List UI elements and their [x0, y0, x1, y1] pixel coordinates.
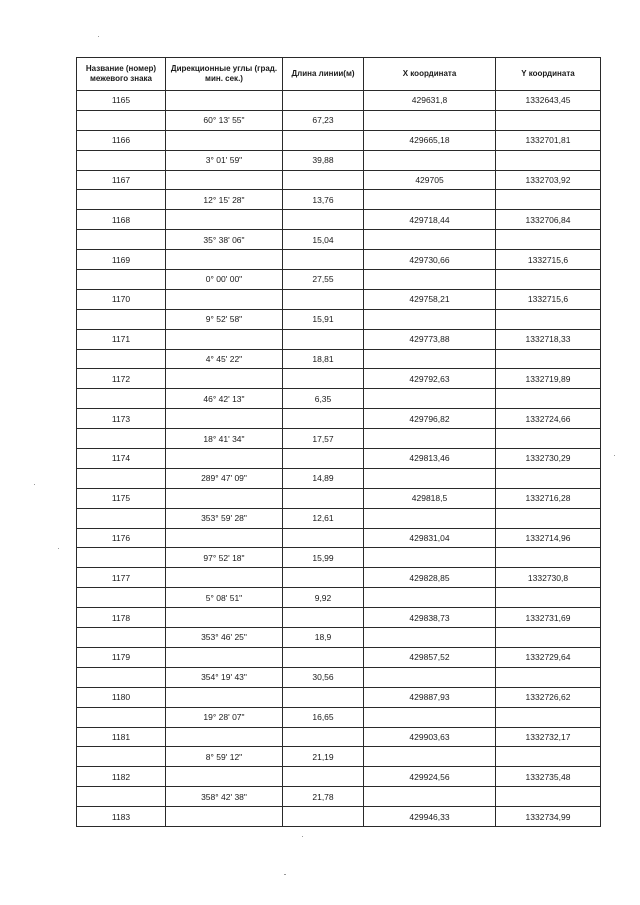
cell-angle: 9° 52' 58" [166, 309, 283, 329]
cell-angle [166, 369, 283, 389]
cell-x: 429665,18 [364, 130, 496, 150]
cell-angle: 353° 46' 25" [166, 628, 283, 648]
cell-length: 13,76 [283, 190, 364, 210]
cell-length: 39,88 [283, 150, 364, 170]
segment-row [77, 628, 601, 648]
cell-point-name [77, 110, 166, 130]
cell-angle [166, 91, 283, 111]
cell-y: 1332716,28 [496, 488, 601, 508]
cell-point-name [77, 548, 166, 568]
segment-row [77, 150, 601, 170]
segment-row [77, 110, 601, 130]
cell-y: 1332731,69 [496, 608, 601, 628]
cell-point-name: 1171 [77, 329, 166, 349]
cell-y [496, 468, 601, 488]
cell-x: 429792,63 [364, 369, 496, 389]
cell-y: 1332732,17 [496, 727, 601, 747]
cell-point-name: 1183 [77, 807, 166, 827]
cell-y: 1332714,96 [496, 528, 601, 548]
cell-length [283, 210, 364, 230]
cell-point-name [77, 787, 166, 807]
cell-length [283, 488, 364, 508]
cell-y [496, 309, 601, 329]
cell-y: 1332715,6 [496, 289, 601, 309]
cell-point-name: 1175 [77, 488, 166, 508]
segment-row [77, 349, 601, 369]
point-row [77, 289, 601, 309]
point-row [77, 608, 601, 628]
point-row [77, 91, 601, 111]
cell-y: 1332724,66 [496, 409, 601, 429]
cell-point-name: 1179 [77, 647, 166, 667]
cell-y [496, 230, 601, 250]
cell-x [364, 270, 496, 290]
cell-length: 30,56 [283, 667, 364, 687]
segment-row [77, 667, 601, 687]
cell-angle [166, 528, 283, 548]
cell-angle [166, 409, 283, 429]
cell-angle [166, 250, 283, 270]
cell-x: 429924,56 [364, 767, 496, 787]
cell-length: 12,61 [283, 508, 364, 528]
point-row [77, 250, 601, 270]
cell-y [496, 349, 601, 369]
cell-y: 1332730,29 [496, 449, 601, 469]
header-x: X координата [364, 58, 496, 91]
cell-point-name [77, 309, 166, 329]
cell-angle [166, 289, 283, 309]
cell-x [364, 628, 496, 648]
cell-x: 429758,21 [364, 289, 496, 309]
point-row [77, 170, 601, 190]
cell-x [364, 548, 496, 568]
cell-y: 1332643,45 [496, 91, 601, 111]
cell-point-name [77, 190, 166, 210]
point-row [77, 807, 601, 827]
cell-point-name [77, 230, 166, 250]
cell-x [364, 468, 496, 488]
cell-x: 429857,52 [364, 647, 496, 667]
cell-angle [166, 130, 283, 150]
cell-y: 1332706,84 [496, 210, 601, 230]
cell-x: 429887,93 [364, 687, 496, 707]
point-row [77, 210, 601, 230]
cell-angle [166, 767, 283, 787]
cell-angle: 358° 42' 38" [166, 787, 283, 807]
cell-angle: 354° 19' 43" [166, 667, 283, 687]
cell-length: 6,35 [283, 389, 364, 409]
point-row [77, 409, 601, 429]
cell-angle [166, 807, 283, 827]
cell-x [364, 150, 496, 170]
cell-x [364, 747, 496, 767]
segment-row [77, 588, 601, 608]
cell-y: 1332730,8 [496, 568, 601, 588]
cell-y [496, 429, 601, 449]
cell-point-name: 1181 [77, 727, 166, 747]
cell-angle [166, 210, 283, 230]
segment-row [77, 429, 601, 449]
cell-angle: 18° 41' 34" [166, 429, 283, 449]
cell-y: 1332734,99 [496, 807, 601, 827]
cell-point-name: 1170 [77, 289, 166, 309]
cell-length [283, 130, 364, 150]
cell-x: 429903,63 [364, 727, 496, 747]
cell-y [496, 667, 601, 687]
cell-y [496, 707, 601, 727]
cell-length [283, 608, 364, 628]
cell-point-name: 1177 [77, 568, 166, 588]
cell-y [496, 389, 601, 409]
cell-point-name: 1178 [77, 608, 166, 628]
scan-speck [302, 836, 303, 837]
point-row [77, 568, 601, 588]
cell-x [364, 190, 496, 210]
segment-row [77, 787, 601, 807]
cell-angle: 12° 15' 28" [166, 190, 283, 210]
cell-y [496, 150, 601, 170]
table-body [77, 91, 601, 827]
segment-row [77, 230, 601, 250]
cell-point-name [77, 468, 166, 488]
cell-point-name [77, 747, 166, 767]
cell-length: 15,99 [283, 548, 364, 568]
header-length: Длина линии(м) [283, 58, 364, 91]
cell-y [496, 548, 601, 568]
cell-point-name [77, 429, 166, 449]
cell-y: 1332719,89 [496, 369, 601, 389]
segment-row [77, 747, 601, 767]
cell-point-name: 1168 [77, 210, 166, 230]
cell-angle [166, 449, 283, 469]
cell-y [496, 110, 601, 130]
cell-point-name [77, 667, 166, 687]
cell-length [283, 170, 364, 190]
cell-length [283, 329, 364, 349]
cell-x [364, 110, 496, 130]
cell-x: 429946,33 [364, 807, 496, 827]
cell-x [364, 707, 496, 727]
cell-y: 1332726,62 [496, 687, 601, 707]
cell-length: 14,89 [283, 468, 364, 488]
cell-point-name [77, 349, 166, 369]
point-row [77, 647, 601, 667]
cell-x [364, 230, 496, 250]
cell-length [283, 369, 364, 389]
cell-y [496, 628, 601, 648]
cell-point-name [77, 150, 166, 170]
point-row [77, 767, 601, 787]
cell-point-name [77, 628, 166, 648]
cell-angle: 46° 42' 13" [166, 389, 283, 409]
cell-x: 429631,8 [364, 91, 496, 111]
scan-speck [614, 455, 615, 456]
cell-angle: 60° 13' 55" [166, 110, 283, 130]
segment-row [77, 468, 601, 488]
cell-y [496, 190, 601, 210]
cell-point-name: 1167 [77, 170, 166, 190]
cell-y: 1332715,6 [496, 250, 601, 270]
cell-length: 16,65 [283, 707, 364, 727]
point-row [77, 130, 601, 150]
cell-point-name: 1169 [77, 250, 166, 270]
point-row [77, 687, 601, 707]
scan-speck [98, 36, 99, 37]
cell-y: 1332703,92 [496, 170, 601, 190]
cell-angle: 289° 47' 09" [166, 468, 283, 488]
cell-length [283, 568, 364, 588]
cell-point-name [77, 270, 166, 290]
cell-length [283, 687, 364, 707]
cell-y [496, 787, 601, 807]
cell-angle: 97° 52' 18" [166, 548, 283, 568]
cell-point-name [77, 508, 166, 528]
cell-x [364, 787, 496, 807]
cell-length [283, 91, 364, 111]
cell-point-name [77, 588, 166, 608]
cell-y: 1332735,48 [496, 767, 601, 787]
point-row [77, 369, 601, 389]
cell-x [364, 309, 496, 329]
cell-angle: 19° 28' 07" [166, 707, 283, 727]
cell-point-name [77, 389, 166, 409]
cell-x: 429718,44 [364, 210, 496, 230]
cell-length: 17,57 [283, 429, 364, 449]
cell-x: 429796,82 [364, 409, 496, 429]
segment-row [77, 309, 601, 329]
cell-point-name: 1180 [77, 687, 166, 707]
cell-x: 429773,88 [364, 329, 496, 349]
cell-length: 27,55 [283, 270, 364, 290]
cell-x: 429828,85 [364, 568, 496, 588]
cell-x [364, 429, 496, 449]
cell-angle: 353° 59' 28" [166, 508, 283, 528]
cell-point-name: 1182 [77, 767, 166, 787]
cell-length [283, 807, 364, 827]
cell-point-name: 1174 [77, 449, 166, 469]
cell-length: 18,81 [283, 349, 364, 369]
cell-x [364, 349, 496, 369]
scan-speck [34, 484, 35, 485]
cell-x [364, 588, 496, 608]
point-row [77, 528, 601, 548]
header-y: Y координата [496, 58, 601, 91]
cell-angle [166, 488, 283, 508]
cell-x: 429705 [364, 170, 496, 190]
segment-row [77, 548, 601, 568]
cell-angle [166, 687, 283, 707]
cell-length [283, 409, 364, 429]
scan-speck [284, 874, 286, 875]
cell-length [283, 250, 364, 270]
cell-length: 18,9 [283, 628, 364, 648]
cell-angle [166, 727, 283, 747]
cell-length [283, 449, 364, 469]
cell-angle: 35° 38' 06" [166, 230, 283, 250]
cell-length: 15,91 [283, 309, 364, 329]
cell-length [283, 528, 364, 548]
scan-speck [58, 548, 59, 549]
cell-y: 1332718,33 [496, 329, 601, 349]
cell-angle [166, 170, 283, 190]
point-row [77, 488, 601, 508]
cell-x: 429838,73 [364, 608, 496, 628]
point-row [77, 329, 601, 349]
cell-point-name: 1166 [77, 130, 166, 150]
cell-length [283, 727, 364, 747]
cell-angle: 8° 59' 12" [166, 747, 283, 767]
cell-length [283, 289, 364, 309]
segment-row [77, 508, 601, 528]
cell-angle [166, 608, 283, 628]
cell-length: 15,04 [283, 230, 364, 250]
segment-row [77, 190, 601, 210]
cell-x [364, 667, 496, 687]
cell-y: 1332729,64 [496, 647, 601, 667]
cell-x: 429813,46 [364, 449, 496, 469]
cell-x: 429730,66 [364, 250, 496, 270]
cell-y [496, 588, 601, 608]
cell-point-name: 1173 [77, 409, 166, 429]
cell-y [496, 747, 601, 767]
cell-point-name: 1172 [77, 369, 166, 389]
cell-length: 67,23 [283, 110, 364, 130]
point-row [77, 449, 601, 469]
cell-angle: 4° 45' 22" [166, 349, 283, 369]
segment-row [77, 270, 601, 290]
cell-angle [166, 568, 283, 588]
cell-length [283, 647, 364, 667]
cell-y: 1332701,81 [496, 130, 601, 150]
cell-x [364, 389, 496, 409]
cell-angle: 0° 00' 00" [166, 270, 283, 290]
cell-angle: 5° 08' 51" [166, 588, 283, 608]
segment-row [77, 389, 601, 409]
cell-angle: 3° 01' 59" [166, 150, 283, 170]
cell-angle [166, 329, 283, 349]
point-row [77, 727, 601, 747]
cell-angle [166, 647, 283, 667]
cell-point-name [77, 707, 166, 727]
cell-length: 9,92 [283, 588, 364, 608]
cell-length [283, 767, 364, 787]
cell-length: 21,19 [283, 747, 364, 767]
cell-point-name: 1165 [77, 91, 166, 111]
cell-y [496, 508, 601, 528]
cell-x: 429831,04 [364, 528, 496, 548]
cell-x [364, 508, 496, 528]
boundary-coordinates-table [76, 57, 601, 827]
cell-length: 21,78 [283, 787, 364, 807]
table-header-row [77, 58, 601, 91]
cell-y [496, 270, 601, 290]
segment-row [77, 707, 601, 727]
cell-point-name: 1176 [77, 528, 166, 548]
cell-x: 429818,5 [364, 488, 496, 508]
header-name: Название (номер) межевого знака [77, 58, 166, 91]
header-angle: Дирекционные углы (град. мин. сек.) [166, 58, 283, 91]
